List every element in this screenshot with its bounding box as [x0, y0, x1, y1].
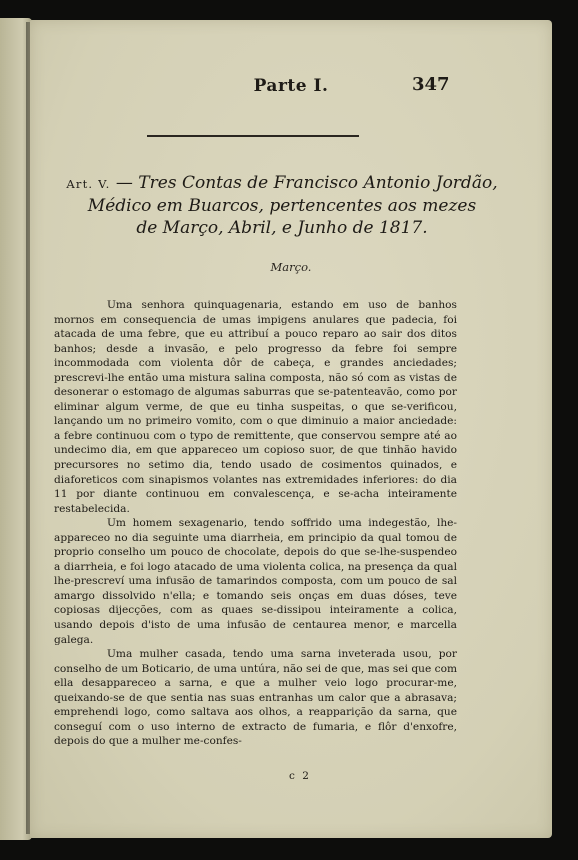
article-title-line-1	[62, 172, 502, 195]
running-head	[30, 76, 552, 104]
article-title-line-2: Médico em Buarcos, pertencentes aos mezes	[87, 196, 477, 216]
page-number: 347	[412, 74, 450, 95]
signature-mark: c 2	[289, 770, 311, 782]
paragraph: Uma mulher casada, tendo uma sarna inveterada usou, por conselho de um Boticario, de uma untúra, não sei de que, mas sei que com ella desappareceo a sarna, e que a mulher veio logo procurar-me, queixando-se de que sentia nas suas entranhas um calor que a abrasava; emprehendi logo, como saltava aos olhos, a reapparição da sarna, que conseguí com o uso interno de extracto de fumaria, e flôr d'enxofre, depois do que a mulher me-confes-	[54, 648, 457, 748]
paragraph: Uma senhora quinquagenaria, estando em uso de banhos mornos em consequencia de umas impigens anulares que padecia, foi atacada de uma febre, que eu attribuí a pouco reparo ao sair dos ditos banhos; desde a invasão, e pelo progresso da febre foi sempre incommodada com violenta dôr de cabeça, e grandes anciedades; prescrevi-lhe então uma mistura salina composta, não só com as vistas de desonerar o estomago de algumas saburras que se-patenteavão, como por eliminar algum verme, de que eu tinha suspeitas, o que se-verificou, lançando um no primeiro vomito, com o que diminuio a maior anciedade: a febre continuou com o typo de remittente, que conservou sempre até ao undecimo dia, em que appareceo um copioso suor, de que tinhão havido precursores no setimo dia, tendo usado de cosimentos quinados, e diaforeticos com sinapismos volantes nas extremidades inferiores: do dia 11 por diante continuou em convalescença, e se-acha inteiramente restabelecida.	[54, 299, 457, 515]
paragraph: Um homem sexagenario, tendo soffrido uma indegestão, lhe-appareceo no dia seguinte uma diarrheia, em principio da qual tomou de proprio conselho um pouco de chocolate, depois do que se-lhe-suspendeo a diarrheia, e foi logo atacado de uma violenta colica, na presença da qual lhe-prescreví uma infusão de tamarindos composta, com um pouco de sal amargo dissolvido n'ella; e tomando seis onças em duas dóses, teve copiosas dijecções, com as quaes se-dissipou inteiramente a colica, usando depois d'isto de uma infusão de centaurea menor, e marcella galega.	[54, 517, 457, 646]
article-heading	[62, 172, 502, 239]
month-heading: Março.	[270, 260, 312, 274]
book-page	[30, 20, 552, 838]
article-title-text: — Tres Contas de Francisco Antonio Jordão,	[115, 173, 498, 193]
part-label: Parte I.	[253, 76, 329, 96]
article-title-line-3: de Março, Abril, e Junho de 1817.	[136, 218, 428, 238]
header-rule	[147, 135, 359, 137]
body-text	[54, 298, 457, 749]
article-label: Art. V.	[66, 177, 111, 191]
